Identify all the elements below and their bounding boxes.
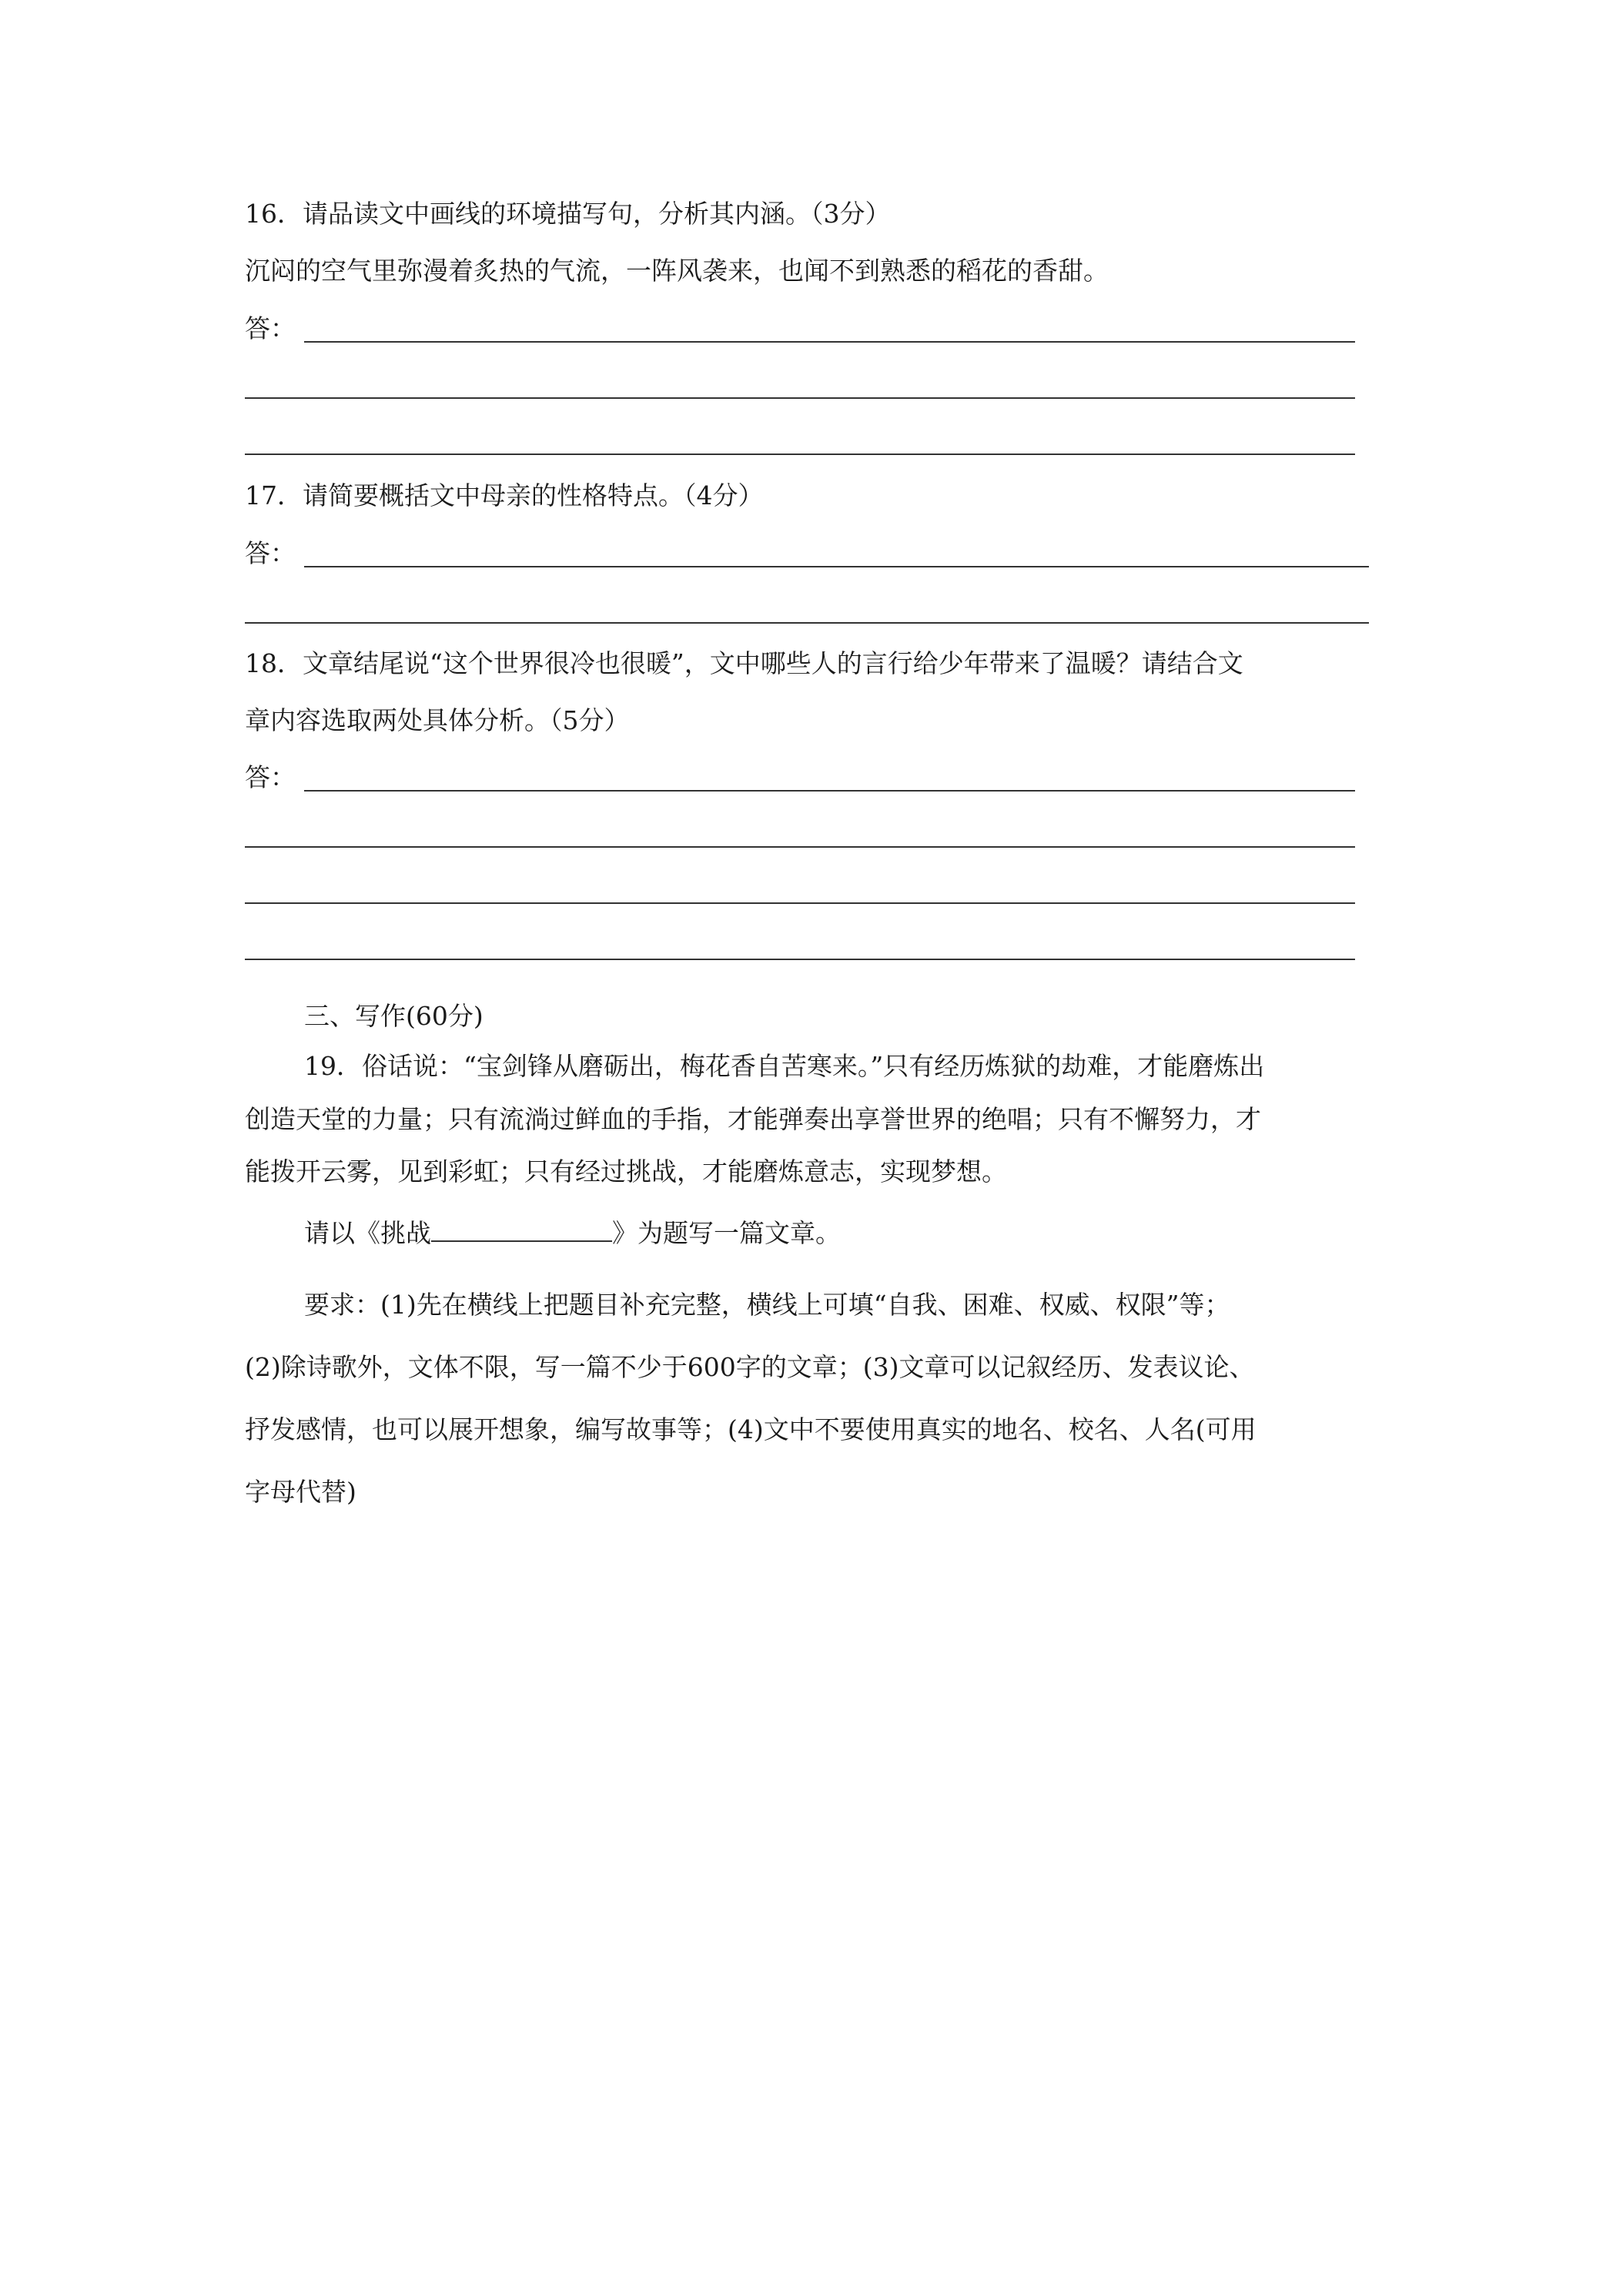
q17-answer-label: 答：: [245, 538, 296, 568]
q18-prompt-line-2: 章内容选取两处具体分析。（5分）: [245, 705, 630, 735]
q19-line-3: 能拨开云雾，见到彩虹；只有经过挑战，才能磨炼意志，实现梦想。: [245, 1156, 1007, 1186]
q18-prompt-line-1: 18．文章结尾说“这个世界很冷也很暖”，文中哪些人的言行给少年带来了温暖？请结合文: [245, 648, 1243, 678]
q18-answer-label: 答：: [245, 762, 296, 792]
q16-answer-line-1[interactable]: [304, 341, 1355, 343]
q17-answer-line-2[interactable]: [245, 622, 1369, 624]
requirements-line-3: 抒发感情，也可以展开想象，编写故事等；(4)文中不要使用真实的地名、校名、人名(可用: [245, 1414, 1257, 1444]
q16-answer-label: 答：: [245, 313, 296, 343]
q16-prompt: 16．请品读文中画线的环境描写句，分析其内涵。（3分）: [245, 199, 891, 229]
q19-line-1: 19．俗话说：“宝剑锋从磨砺出，梅花香自苦寒来。”只有经历炼狱的劫难，才能磨炼出: [304, 1051, 1265, 1081]
q19-title-instruction: [304, 1217, 841, 1250]
title-suffix: 》为题写一篇文章。: [612, 1218, 841, 1248]
q17-answer-line-1[interactable]: [304, 566, 1369, 567]
title-prefix: 请以《挑战: [304, 1218, 431, 1248]
q16-quote: 沉闷的空气里弥漫着炙热的气流，一阵风袭来，也闻不到熟悉的稻花的香甜。: [245, 256, 1109, 286]
requirements-line-1: 要求：(1)先在横线上把题目补充完整，横线上可填“自我、困难、权威、权限”等；: [304, 1290, 1230, 1320]
q16-answer-line-3[interactable]: [245, 454, 1355, 455]
q18-answer-line-2[interactable]: [245, 846, 1355, 848]
q19-line-2: 创造天堂的力量；只有流淌过鲜血的手指，才能弹奏出享誉世界的绝唱；只有不懈努力，才: [245, 1104, 1261, 1134]
requirements-line-4: 字母代替): [245, 1477, 356, 1507]
q18-answer-line-3[interactable]: [245, 902, 1355, 904]
q18-answer-line-1[interactable]: [304, 790, 1355, 792]
q17-prompt: 17．请简要概括文中母亲的性格特点。（4分）: [245, 480, 764, 510]
requirements-line-2: (2)除诗歌外，文体不限，写一篇不少于600字的文章；(3)文章可以记叙经历、发表议论、: [245, 1352, 1255, 1382]
q18-answer-line-4[interactable]: [245, 959, 1355, 960]
q16-answer-line-2[interactable]: [245, 397, 1355, 399]
section3-heading: 三、写作(60分): [304, 1001, 484, 1031]
title-blank[interactable]: [431, 1217, 612, 1242]
